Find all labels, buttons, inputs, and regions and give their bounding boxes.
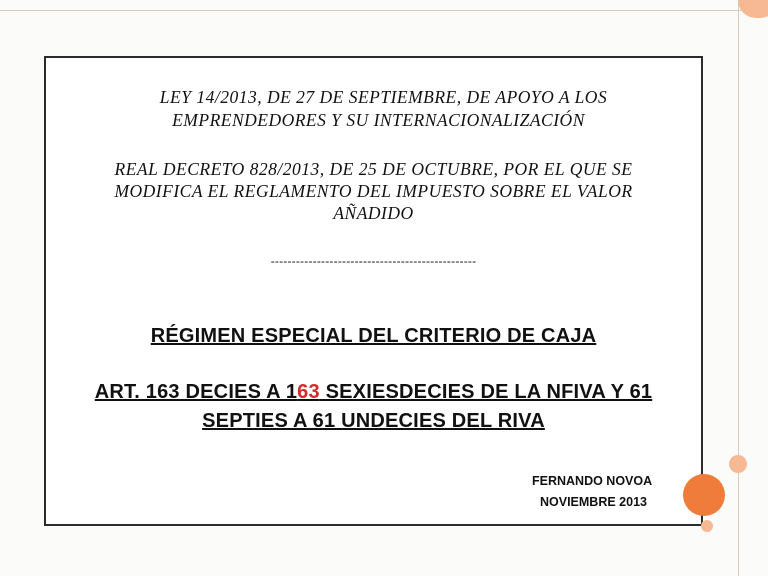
decree-title-line-2: MODIFICA EL REGLAMENTO DEL IMPUESTO SOBRE EL VALOR xyxy=(114,181,633,201)
decor-circle-small-lower xyxy=(701,520,713,532)
presentation-date: NOVIEMBRE 2013 xyxy=(540,495,647,509)
law-title-line-1: LEY 14/2013, DE 27 DE SEPTIEMBRE, DE APOYO A LOS xyxy=(159,87,608,107)
author-name: FERNANDO NOVOA xyxy=(532,474,653,488)
decor-circle-small-upper xyxy=(729,455,747,473)
separator-dashes: ------------------------------------------------- xyxy=(270,254,477,268)
regime-heading: RÉGIMEN ESPECIAL DEL CRITERIO DE CAJA xyxy=(150,325,597,347)
decor-circle-top xyxy=(738,0,768,18)
article-line-2: SEPTIES A 61 UNDECIES DEL RIVA xyxy=(202,410,545,432)
top-decor-line xyxy=(0,10,768,11)
right-decor-line xyxy=(738,0,739,576)
slide-content-frame xyxy=(44,56,703,526)
law-title-line-2: EMPRENDEDORES Y SU INTERNACIONALIZACIÓN xyxy=(172,110,585,130)
article-line-1-end: SEXIESDECIES DE LA NFIVA Y 61 xyxy=(319,381,653,403)
article-accent-number: 63 xyxy=(297,381,320,403)
decree-title-line-3: AÑADIDO xyxy=(333,203,414,223)
decor-circle-large xyxy=(683,474,725,516)
decree-title-line-1: REAL DECRETO 828/2013, DE 25 DE OCTUBRE, POR EL QUE SE xyxy=(114,159,633,179)
article-line-1-start: ART. 163 DECIES A 1 xyxy=(94,381,298,403)
article-line-1 xyxy=(46,378,701,407)
